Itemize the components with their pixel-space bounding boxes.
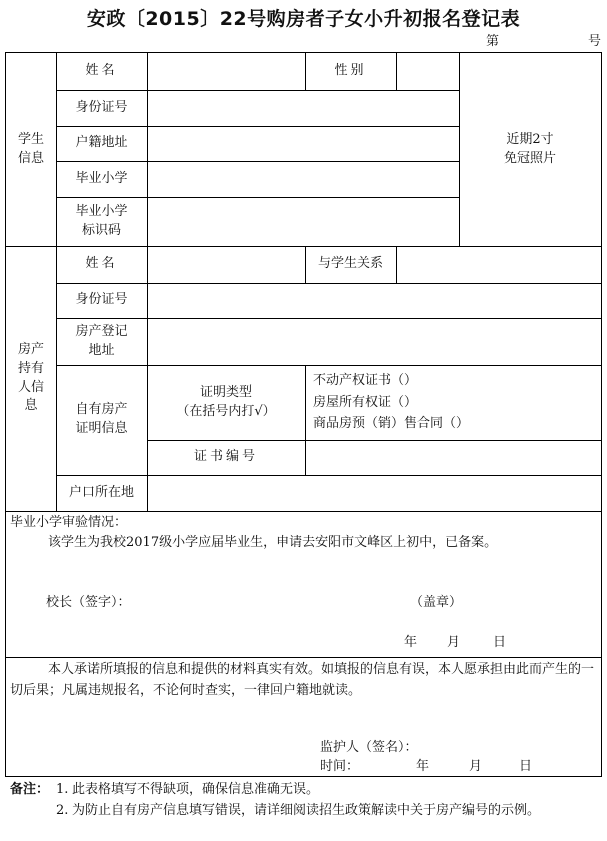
form-title: 安政〔2015〕22号购房者子女小升初报名登记表	[86, 8, 521, 30]
owner-id-label: 身份证号	[75, 292, 128, 308]
proof-type-options	[305, 365, 601, 440]
hukou-field[interactable]	[147, 475, 601, 511]
serial-suffix: 号	[587, 34, 601, 49]
promise-body: 本人承诺所填报的信息和提供的材料真实有效。如填报的信息有误，本人愿承担由此而产生的一切后果；凡属违规报名，不论何时查实，一律回户籍地就读。	[10, 662, 595, 699]
relation-label: 与学生关系	[317, 256, 383, 272]
gender-field[interactable]	[396, 53, 459, 90]
hukou-label: 户口所在地	[68, 484, 134, 500]
note-item: 此表格填写不得缺项，确保信息准确无误。	[72, 782, 320, 797]
owner-section-label: 房产 持有 人信 息	[17, 341, 44, 414]
seal-label: （盖章）	[410, 595, 463, 610]
serial-prefix: 第	[486, 34, 500, 49]
relation-field[interactable]	[396, 246, 601, 283]
property-address-field[interactable]	[147, 318, 601, 365]
photo-placeholder[interactable]: 近期2寸 免冠照片	[503, 131, 556, 166]
divider-owner-review	[6, 511, 601, 512]
student-section-label: 学生 信息	[17, 131, 44, 166]
review-heading: 毕业小学审验情况：	[10, 515, 128, 530]
gender-label: 性别	[334, 63, 367, 79]
promise-date-month: 月	[469, 759, 483, 774]
notes-section: 备注： 1. 此表格填写不得缺项，确保信息准确无误。 2. 为防止自有房产信息填写错误，请详细阅读招生政策解读中关于房产编号的示例。	[10, 780, 600, 822]
divider-review-promise	[6, 657, 601, 658]
property-address-label: 房产登记 地址	[75, 323, 128, 358]
option-presale-contract[interactable]: 商品房预（销）售合同（）	[313, 416, 470, 432]
notes-label: 备注：	[10, 782, 50, 797]
owner-name-field[interactable]	[147, 246, 305, 283]
owner-name-label: 姓名	[85, 256, 118, 272]
cert-number-label: 证书编号	[193, 449, 258, 465]
option-real-estate-certificate[interactable]: 不动产权证书（）	[313, 373, 418, 389]
school-code-field[interactable]	[147, 197, 459, 246]
review-date-month: 月	[447, 635, 461, 650]
student-name-field[interactable]	[147, 53, 305, 90]
option-house-ownership-certificate[interactable]: 房屋所有权证（）	[313, 394, 418, 410]
review-body: 该学生为我校2017级小学应届毕业生，申请去安阳市文峰区上初中，已备案。	[48, 535, 498, 550]
promise-date-day: 日	[519, 759, 533, 774]
school-code-label: 毕业小学 标识码	[75, 203, 128, 238]
review-date-day: 日	[493, 635, 507, 650]
promise-date-year: 年	[416, 759, 430, 774]
household-address-label: 户籍地址	[75, 135, 128, 151]
guardian-signature-label: 监护人（签名）：	[320, 740, 418, 755]
cert-number-field[interactable]	[305, 440, 601, 475]
principal-signature-label: 校长（签字）：	[46, 595, 131, 610]
primary-school-label: 毕业小学	[75, 170, 128, 186]
registration-form-table	[5, 52, 602, 777]
student-name-label: 姓名	[85, 63, 118, 79]
student-id-label: 身份证号	[75, 99, 128, 115]
household-address-field[interactable]	[147, 126, 459, 161]
proof-type-label: 证明类型 （在括号内打√）	[176, 384, 276, 419]
serial-number	[486, 30, 601, 49]
review-date-year: 年	[404, 635, 418, 650]
student-id-field[interactable]	[147, 90, 459, 126]
property-proof-label: 自有房产 证明信息	[75, 402, 128, 436]
primary-school-field[interactable]	[147, 161, 459, 197]
note-item: 为防止自有房产信息填写错误，请详细阅读招生政策解读中关于房产编号的示例。	[72, 802, 541, 818]
owner-id-field[interactable]	[147, 283, 601, 318]
promise-time-label: 时间：	[320, 759, 360, 774]
